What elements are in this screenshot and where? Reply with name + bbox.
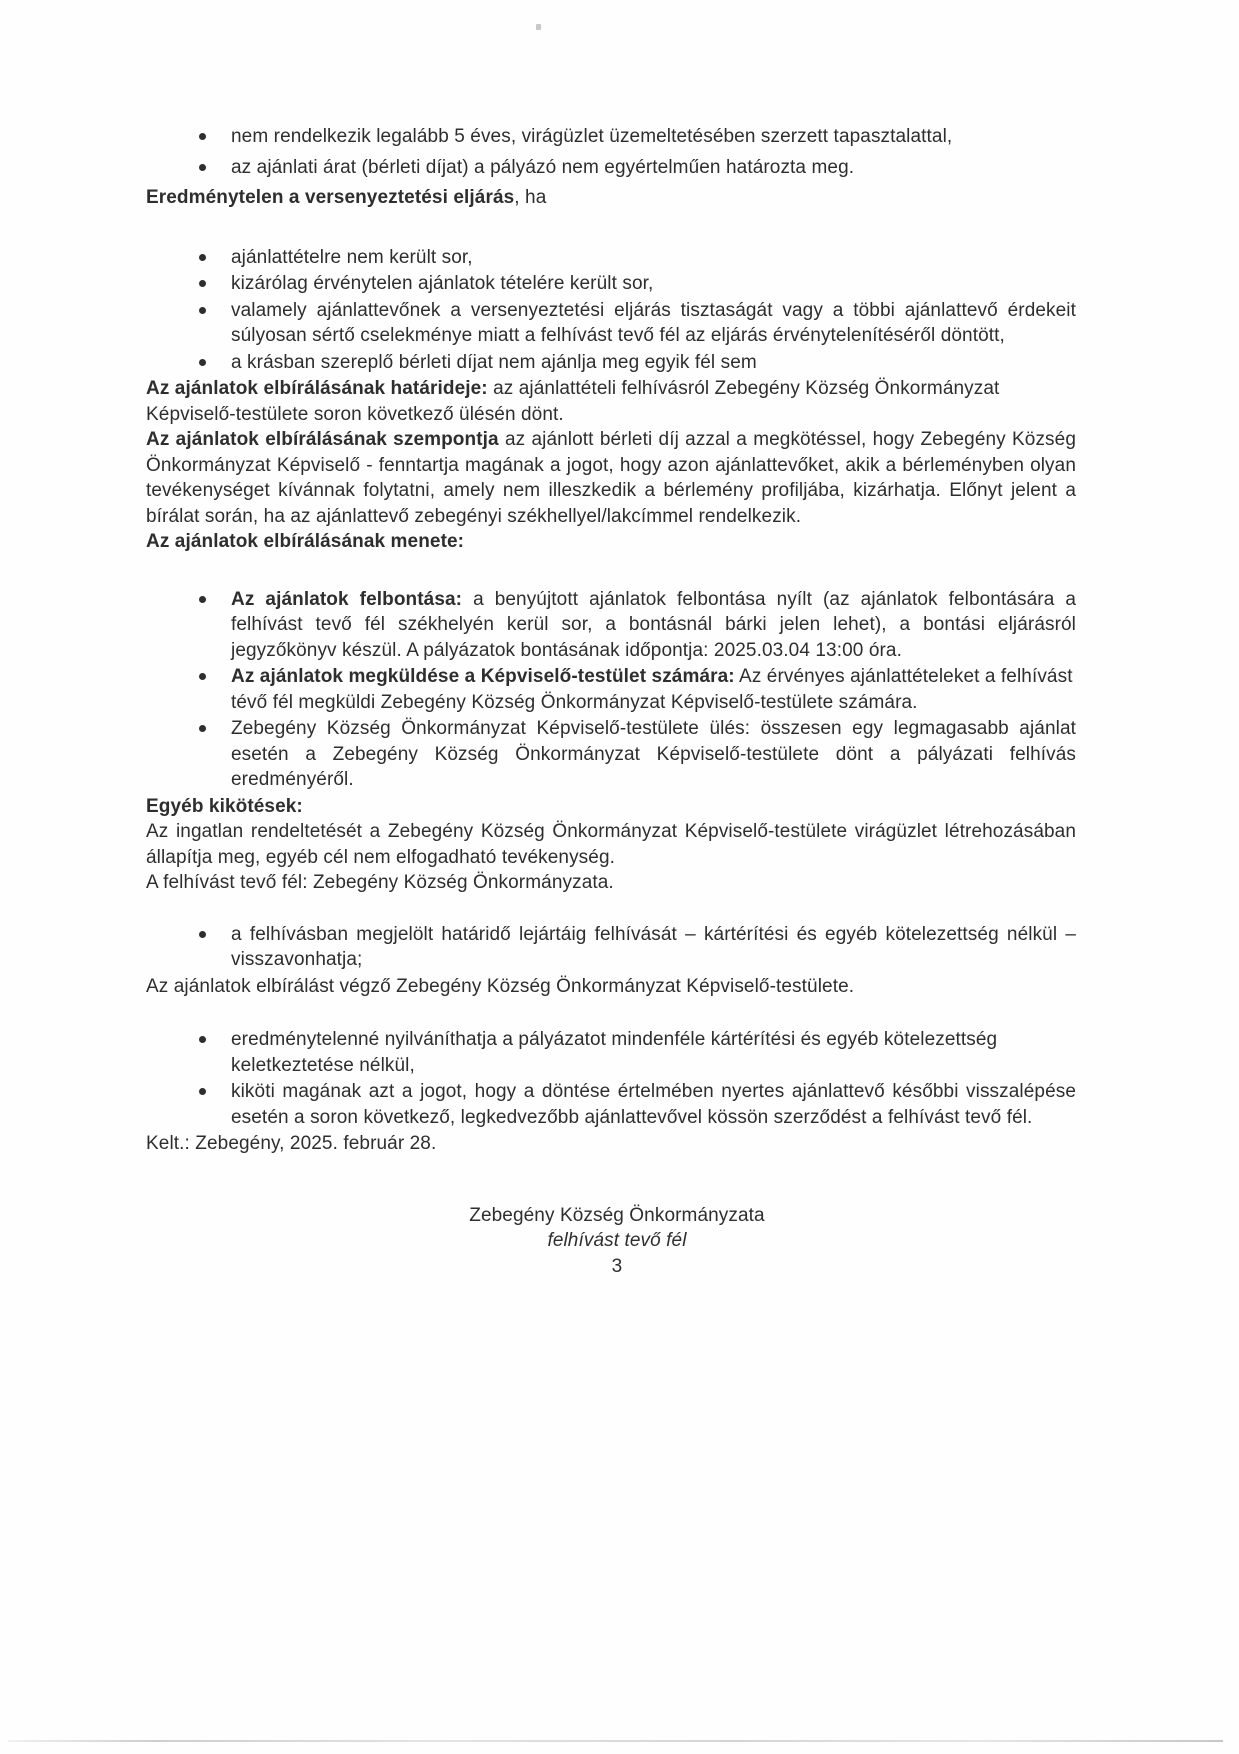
section-heading-other: Egyéb kikötések: bbox=[146, 795, 303, 817]
list-item bbox=[146, 664, 1076, 715]
paragraph-text: az ajánlott bérleti díj azzal a megkötéssel, hogy Zebegény Község Önkormányzat Képviselő - fenntartja magának a jogot, hogy azon ajánlattevőket, akik a bérleményben olyan tevékenységet kívánnak folytatni, amely nem illeszkedik a bérlemény profiljába, kizárhatja. Előnyt jelent a bírálat során, ha az ajánlattevő zebegényi székhellyel/lakcímmel rendelkezik. bbox=[146, 429, 1076, 527]
bullet-dot-icon bbox=[199, 164, 206, 171]
section-heading-ineffective bbox=[146, 185, 1076, 211]
list-item bbox=[146, 245, 1076, 271]
bullet-dot-icon bbox=[199, 596, 206, 603]
page-number: 3 bbox=[611, 1255, 623, 1277]
bullet-dot-icon bbox=[199, 1088, 206, 1095]
list-item-text: kizárólag érvénytelen ajánlatok tételére került sor, bbox=[231, 273, 654, 294]
date-line: Kelt.: Zebegény, 2025. február 28. bbox=[146, 1133, 437, 1154]
list-item-text: az ajánlati árat (bérleti díjat) a pályázó nem egyértelműen határozta meg. bbox=[231, 156, 855, 178]
other-paragraph: Az ingatlan rendeltetését a Zebegény Község Önkormányzat Képviselő-testülete virágüzlet létrehozásában állapítja meg, egyéb cél nem elfogadható tevékenység. bbox=[146, 821, 1076, 868]
bullet-dot-icon bbox=[199, 725, 206, 732]
list-item-text: a krásban szereplő bérleti díjat nem ajánlja meg egyik fél sem bbox=[231, 351, 757, 373]
list-item-bold-lead: Az ajánlatok megküldése a Képviselő-testület számára: bbox=[231, 666, 735, 687]
scan-line-artifact bbox=[8, 1740, 1223, 1742]
list-item-text: valamely ajánlattevőnek a versenyeztetési eljárás tisztaságát vagy a többi ajánlattevő érdekeit súlyosan sértő cselekménye miatt a felhívást tevő fél az eljárás érvénytelenítéséről döntött, bbox=[231, 299, 1076, 346]
list-item bbox=[146, 155, 1076, 181]
bullet-dot-icon bbox=[199, 1036, 206, 1043]
evaluator-bullet-list bbox=[146, 1027, 1076, 1130]
signature-role: felhívást tevő fél bbox=[547, 1230, 687, 1251]
caller-paragraph: A felhívást tevő fél: Zebegény Község Önkormányzata. bbox=[146, 872, 614, 893]
list-item-text: ajánlattételre nem került sor, bbox=[231, 246, 473, 268]
list-item-text: Az érvényes ajánlattételeket a felhívást tévő fél megküldi Zebegény Község Önkormányzat Képviselő-testülete számára. bbox=[231, 666, 1073, 713]
paragraph-bold-lead: Az ajánlatok elbírálásának határideje: bbox=[146, 378, 488, 399]
bullet-dot-icon bbox=[199, 280, 206, 287]
heading-rest-text: , ha bbox=[514, 187, 547, 208]
list-item bbox=[146, 124, 1076, 150]
evaluator-paragraph: Az ajánlatok elbírálást végző Zebegény Község Önkormányzat Képviselő-testülete. bbox=[146, 975, 855, 997]
caller-bullet-list bbox=[146, 922, 1076, 973]
list-item bbox=[146, 922, 1076, 973]
heading-bold-text: Eredménytelen a versenyeztetési eljárás bbox=[146, 187, 515, 208]
list-item bbox=[146, 350, 1076, 376]
process-bullet-list bbox=[146, 587, 1076, 793]
ineffective-bullet-list bbox=[146, 245, 1076, 376]
intro-bullet-list bbox=[146, 124, 1076, 180]
list-item bbox=[146, 716, 1076, 793]
signature-name: Zebegény Község Önkormányzata bbox=[469, 1204, 765, 1226]
signature-block bbox=[152, 1203, 1082, 1254]
deadline-paragraph bbox=[146, 376, 1076, 427]
list-item bbox=[146, 587, 1076, 664]
list-item-text: a felhívásban megjelölt határidő lejártáig felhívását – kártérítési és egyéb kötelezettség nélkül – visszavonhatja; bbox=[231, 923, 1076, 970]
list-item-bold-lead: Az ajánlatok felbontása: bbox=[231, 588, 463, 610]
list-item-text: eredménytelenné nyilváníthatja a pályázatot mindenféle kártérítési és egyéb kötelezettség keletkeztetése nélkül, bbox=[231, 1029, 998, 1076]
document-content bbox=[146, 0, 1076, 1279]
paragraph-bold-lead: Az ajánlatok elbírálásának szempontja bbox=[146, 429, 499, 450]
list-item bbox=[146, 1079, 1076, 1130]
bullet-dot-icon bbox=[199, 359, 206, 366]
list-item bbox=[146, 271, 1076, 297]
bullet-dot-icon bbox=[199, 307, 206, 314]
list-item-text: Zebegény Község Önkormányzat Képviselő-testülete ülés: összesen egy legmagasabb ajánlat esetén a Zebegény Község Önkormányzat Képviselő-testülete dönt a pályázati felhívás eredményéről. bbox=[231, 718, 1076, 790]
paragraph-text: az ajánlattételi felhívásról Zebegény Község Önkormányzat Képviselő-testülete soron következő ülésén dönt. bbox=[146, 378, 1000, 425]
bullet-dot-icon bbox=[199, 931, 206, 938]
list-item-text: nem rendelkezik legalább 5 éves, virágüzlet üzemeltetésében szerzett tapasztalattal, bbox=[231, 126, 953, 147]
bullet-dot-icon bbox=[199, 673, 206, 680]
criteria-paragraph bbox=[146, 427, 1076, 529]
bullet-dot-icon bbox=[199, 254, 206, 261]
bullet-dot-icon bbox=[199, 133, 206, 140]
list-item bbox=[146, 298, 1076, 349]
list-item-text: kiköti magának azt a jogot, hogy a döntése értelmében nyertes ajánlattevő későbbi visszalépése esetén a soron következő, legkedvezőbb ajánlattevővel kössön szerződést a felhívást tevő fél. bbox=[231, 1081, 1076, 1128]
list-item-text: a benyújtott ajánlatok felbontása nyílt (az ajánlatok felbontására a felhívást tevő fél székhelyén kerül sor, a bontásnál bárki jelen lehet), a bontási eljárásról jegyzőkönyv készül. A pályázatok bontásának időpontja: 2025.03.04 13:00 óra. bbox=[231, 588, 1077, 661]
section-heading-process: Az ajánlatok elbírálásának menete: bbox=[146, 531, 465, 552]
list-item bbox=[146, 1027, 1076, 1078]
